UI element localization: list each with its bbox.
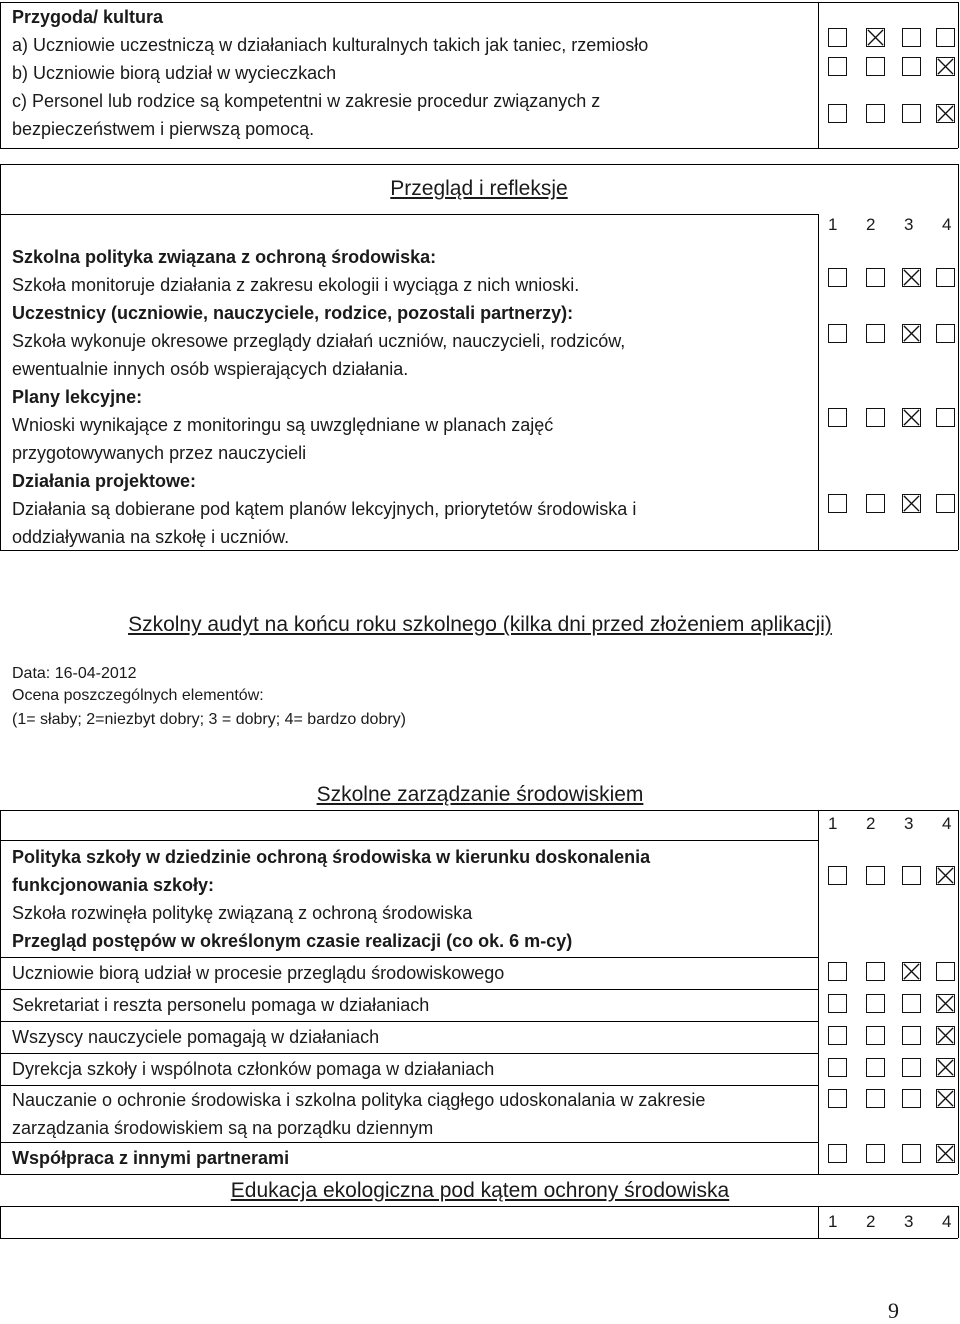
adventure-line-c: c) Personel lub rodzice są kompetentni w zakresie procedur związanych z bbox=[12, 91, 601, 111]
management-rating-4-checkbox-1[interactable] bbox=[828, 1058, 847, 1077]
review-rating-3-checkbox-3[interactable] bbox=[902, 494, 921, 513]
adventure-rating-2-checkbox-1[interactable] bbox=[828, 104, 847, 123]
adventure-rating-2-checkbox-3[interactable] bbox=[902, 104, 921, 123]
review-rating-1-checkbox-4[interactable] bbox=[936, 324, 955, 343]
management-rating-0-checkbox-3[interactable] bbox=[902, 866, 921, 885]
management-row-3: Dyrekcja szkoły i wspólnota członków pomaga w działaniach bbox=[12, 1059, 495, 1079]
management-row-2: Wszyscy nauczyciele pomagają w działaniach bbox=[12, 1027, 380, 1047]
audit-assessment: Ocena poszczególnych elementów: bbox=[12, 687, 264, 704]
review-rating-0-checkbox-1[interactable] bbox=[828, 268, 847, 287]
audit-date: Data: 16-04-2012 bbox=[12, 665, 137, 682]
review-rating-3-checkbox-1[interactable] bbox=[828, 494, 847, 513]
adventure-rating-2-checkbox-4[interactable] bbox=[936, 104, 955, 123]
adventure-rating-0-checkbox-4[interactable] bbox=[936, 28, 955, 47]
management-rating-1-checkbox-4[interactable] bbox=[936, 962, 955, 981]
audit-title: Szkolny audyt na końcu roku szkolnego (kilka dni przed złożeniem aplikacji) bbox=[128, 613, 832, 636]
review-rating-2-checkbox-1[interactable] bbox=[828, 408, 847, 427]
adventure-line-c2: bezpieczeństwem i pierwszą pomocą. bbox=[12, 119, 315, 139]
review-line-4: ewentualnie innych osób wspierających działania. bbox=[12, 359, 409, 379]
review-rating-1-checkbox-3[interactable] bbox=[902, 324, 921, 343]
check-x-icon bbox=[903, 409, 920, 426]
management-row-5: zarządzania środowiskiem są na porządku dziennym bbox=[12, 1118, 434, 1138]
review-line-7: przygotowywanych przez nauczycieli bbox=[12, 443, 307, 463]
page-number: 9 bbox=[888, 1298, 899, 1323]
management-rating-0-checkbox-2[interactable] bbox=[866, 866, 885, 885]
management-row-4: Nauczanie o ochronie środowiska i szkolna polityka ciągłego udoskonalania w zakresie bbox=[12, 1090, 706, 1110]
management-rating-1-checkbox-2[interactable] bbox=[866, 962, 885, 981]
education-scale: 1 2 3 4 bbox=[828, 1212, 952, 1231]
section-title-management: Szkolne zarządzanie środowiskiem bbox=[316, 783, 644, 806]
management-policy-text: Szkoła rozwinęła politykę związaną z ochroną środowiska bbox=[12, 903, 473, 923]
check-x-icon bbox=[937, 1059, 954, 1076]
management-coop: Współpraca z innymi partnerami bbox=[12, 1148, 290, 1168]
adventure-rating-1-checkbox-3[interactable] bbox=[902, 57, 921, 76]
check-x-icon bbox=[937, 1145, 954, 1162]
review-rating-0-checkbox-3[interactable] bbox=[902, 268, 921, 287]
adventure-rating-0-checkbox-3[interactable] bbox=[902, 28, 921, 47]
management-rating-1-checkbox-3[interactable] bbox=[902, 962, 921, 981]
management-policy-title-2: funkcjonowania szkoły: bbox=[12, 875, 215, 895]
management-rating-6-checkbox-2[interactable] bbox=[866, 1144, 885, 1163]
check-x-icon bbox=[937, 995, 954, 1012]
management-rating-5-checkbox-3[interactable] bbox=[902, 1089, 921, 1108]
review-rating-3-checkbox-4[interactable] bbox=[936, 494, 955, 513]
adventure-rating-2-checkbox-2[interactable] bbox=[866, 104, 885, 123]
review-line-2: Uczestnicy (uczniowie, nauczyciele, rodzice, pozostali partnerzy): bbox=[12, 303, 574, 323]
review-line-8: Działania projektowe: bbox=[12, 471, 197, 491]
management-rating-0-checkbox-4[interactable] bbox=[936, 866, 955, 885]
review-line-0: Szkolna polityka związana z ochroną środowiska: bbox=[12, 247, 437, 267]
adventure-line-a: a) Uczniowie uczestniczą w działaniach kulturalnych takich jak taniec, rzemiosło bbox=[12, 35, 649, 55]
management-rating-3-checkbox-1[interactable] bbox=[828, 1026, 847, 1045]
management-rating-6-checkbox-4[interactable] bbox=[936, 1144, 955, 1163]
review-rating-2-checkbox-2[interactable] bbox=[866, 408, 885, 427]
check-x-icon bbox=[937, 1090, 954, 1107]
review-rating-2-checkbox-3[interactable] bbox=[902, 408, 921, 427]
management-rating-6-checkbox-1[interactable] bbox=[828, 1144, 847, 1163]
management-row-0: Uczniowie biorą udział w procesie przeglądu środowiskowego bbox=[12, 963, 505, 983]
management-rating-2-checkbox-2[interactable] bbox=[866, 994, 885, 1013]
review-rating-0-checkbox-4[interactable] bbox=[936, 268, 955, 287]
review-line-10: oddziaływania na szkołę i uczniów. bbox=[12, 527, 290, 547]
management-rating-1-checkbox-1[interactable] bbox=[828, 962, 847, 981]
management-policy-title-1: Polityka szkoły w dziedzinie ochroną środowiska w kierunku doskonalenia bbox=[12, 847, 651, 867]
audit-legend: (1= słaby; 2=niezbyt dobry; 3 = dobry; 4= bardzo dobry) bbox=[12, 711, 407, 728]
review-rating-1-checkbox-2[interactable] bbox=[866, 324, 885, 343]
check-x-icon bbox=[937, 1027, 954, 1044]
review-line-1: Szkoła monitoruje działania z zakresu ekologii i wyciąga z nich wnioski. bbox=[12, 275, 580, 295]
review-rating-3-checkbox-2[interactable] bbox=[866, 494, 885, 513]
adventure-rating-1-checkbox-4[interactable] bbox=[936, 57, 955, 76]
management-rating-5-checkbox-1[interactable] bbox=[828, 1089, 847, 1108]
management-rating-2-checkbox-3[interactable] bbox=[902, 994, 921, 1013]
adventure-rating-0-checkbox-1[interactable] bbox=[828, 28, 847, 47]
section-title-adventure: Przygoda/ kultura bbox=[12, 7, 164, 27]
management-rating-2-checkbox-4[interactable] bbox=[936, 994, 955, 1013]
management-rating-3-checkbox-3[interactable] bbox=[902, 1026, 921, 1045]
review-rating-0-checkbox-2[interactable] bbox=[866, 268, 885, 287]
review-line-3: Szkoła wykonuje okresowe przeglądy działań uczniów, nauczycieli, rodziców, bbox=[12, 331, 626, 351]
management-rating-3-checkbox-2[interactable] bbox=[866, 1026, 885, 1045]
management-rating-2-checkbox-1[interactable] bbox=[828, 994, 847, 1013]
check-x-icon bbox=[937, 867, 954, 884]
section-title-review: Przegląd i refleksje bbox=[390, 177, 568, 200]
management-rating-4-checkbox-2[interactable] bbox=[866, 1058, 885, 1077]
review-scale: 1 2 3 4 bbox=[828, 215, 952, 234]
review-rating-1-checkbox-1[interactable] bbox=[828, 324, 847, 343]
management-rating-3-checkbox-4[interactable] bbox=[936, 1026, 955, 1045]
review-line-9: Działania są dobierane pod kątem planów lekcyjnych, priorytetów środowiska i bbox=[12, 499, 637, 519]
check-x-icon bbox=[937, 58, 954, 75]
section-title-education: Edukacja ekologiczna pod kątem ochrony środowiska bbox=[230, 1179, 730, 1202]
review-rating-2-checkbox-4[interactable] bbox=[936, 408, 955, 427]
adventure-rating-0-checkbox-2[interactable] bbox=[866, 28, 885, 47]
check-x-icon bbox=[903, 963, 920, 980]
management-scale: 1 2 3 4 bbox=[828, 814, 952, 833]
management-rating-4-checkbox-3[interactable] bbox=[902, 1058, 921, 1077]
check-x-icon bbox=[903, 495, 920, 512]
check-x-icon bbox=[937, 105, 954, 122]
check-x-icon bbox=[867, 29, 884, 46]
check-x-icon bbox=[903, 325, 920, 342]
adventure-rating-1-checkbox-2[interactable] bbox=[866, 57, 885, 76]
management-row-1: Sekretariat i reszta personelu pomaga w działaniach bbox=[12, 995, 430, 1015]
management-rating-0-checkbox-1[interactable] bbox=[828, 866, 847, 885]
management-rating-5-checkbox-4[interactable] bbox=[936, 1089, 955, 1108]
management-progress-title: Przegląd postępów w określonym czasie realizacji (co ok. 6 m-cy) bbox=[12, 931, 573, 951]
management-rating-6-checkbox-3[interactable] bbox=[902, 1144, 921, 1163]
check-x-icon bbox=[903, 269, 920, 286]
management-rating-5-checkbox-2[interactable] bbox=[866, 1089, 885, 1108]
review-line-6: Wnioski wynikające z monitoringu są uwzględniane w planach zajęć bbox=[12, 415, 554, 435]
management-rating-4-checkbox-4[interactable] bbox=[936, 1058, 955, 1077]
adventure-rating-1-checkbox-1[interactable] bbox=[828, 57, 847, 76]
review-line-5: Plany lekcyjne: bbox=[12, 387, 143, 407]
adventure-line-b: b) Uczniowie biorą udział w wycieczkach bbox=[12, 63, 337, 83]
